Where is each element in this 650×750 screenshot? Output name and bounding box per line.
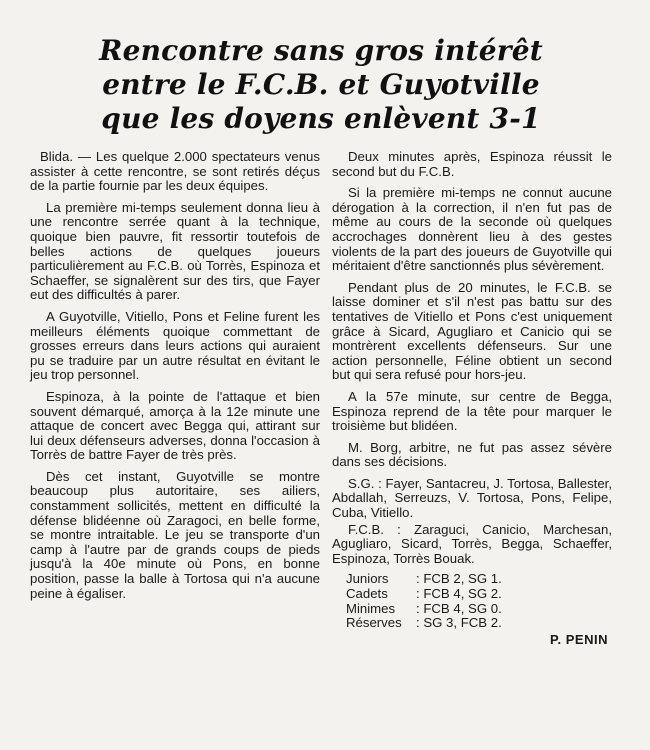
headline-line-3: que les doyens enlèvent 3-1 (101, 102, 541, 135)
result-score: : FCB 4, SG 0. (416, 600, 502, 616)
result-row (346, 572, 612, 587)
result-score: : FCB 4, SG 2. (416, 586, 502, 602)
headline-line-2: entre le F.C.B. et Guyotville (102, 68, 540, 101)
paragraph: M. Borg, arbitre, ne fut pas assez sévère dans ses décisions. (332, 439, 612, 470)
paragraph: Si la première mi-temps ne connut aucune dérogation à la correction, il n'en fut pas de même au cours de la seconde où quelques accrochages donnèrent lieu à des gestes violents de la part des joueurs de Guyotville qui méritaient d'être sanctionnés plus sévèrement. (332, 185, 612, 274)
result-score: : SG 3, FCB 2. (416, 615, 502, 631)
article-headline (30, 34, 612, 136)
paragraph: La première mi-temps seulement donna lieu à une rencontre serrée quant à la technique, quoique bien pauvre, fit ressortir toutefois de belles actions de quelques joueurs particulièrement au F.C.B. où Torrès, Espinoza et Schaeffer, se signalèrent sur des tirs, que Fayer eut des difficultés à parer. (30, 199, 320, 303)
results-list (332, 572, 612, 630)
article-columns (30, 150, 612, 647)
right-column (332, 150, 612, 647)
left-column (30, 150, 320, 647)
result-row (346, 616, 612, 631)
paragraph: A Guyotville, Vitiello, Pons et Feline furent les meilleurs éléments quoique commettant de grosses erreurs dans leurs actions qui auraient pu se traduire par un autre résultat en évitant le jeu trop personnel. (30, 308, 320, 383)
result-category: Minimes (346, 600, 396, 616)
result-score: : FCB 2, SG 1. (416, 571, 502, 587)
paragraph: Dès cet instant, Guyotville se montre beaucoup plus autoritaire, ses ailiers, constamment sollicités, mettent en difficulté la défense blidéenne où Zaragoci, en belle forme, se montre intraitable. Le jeu se transporte d'un camp à l'autre par de grands coups de pieds jusqu'à la 40e minute où Pons, en bonne position, passe la balle à Tortosa qui n'a aucune peine à égaliser. (30, 468, 320, 601)
result-category: Juniors (346, 571, 389, 587)
lineup-sg: S.G. : Fayer, Santacreu, J. Tortosa, Ballester, Abdallah, Serreuzs, V. Tortosa, Pons, Felipe, Cuba, Vitiello. (332, 475, 612, 521)
headline-line-1: Rencontre sans gros intérêt (99, 34, 543, 67)
result-row (346, 587, 612, 602)
paragraph: A la 57e minute, sur centre de Begga, Espinoza reprend de la tête pour marquer le troisième but blidéen. (332, 388, 612, 434)
paragraph: Pendant plus de 20 minutes, le F.C.B. se laisse dominer et s'il n'est pas battu sur des tentatives de Vitiello et Pons c'est uniquement grâce à Sicard, Agugliaro et Canicio qui se montrèrent excellents défenseurs. Sur une action personnelle, Féline obtient un second but qui sera refusé pour hors-jeu. (332, 279, 612, 383)
paragraph: Espinoza, à la pointe de l'attaque et bien souvent démarqué, amorça à la 12e minute une attaque de concert avec Begga qui, attirant sur lui deux défenseurs adverses, donna l'occasion à Torrès de battre Fayer de très près. (30, 388, 320, 463)
paragraph: Deux minutes après, Espinoza réussit le second but du F.C.B. (332, 149, 612, 179)
result-category: Réserves (346, 615, 402, 631)
author-signature: P. PENIN (550, 631, 608, 647)
paragraph: Blida. — Les quelque 2.000 spectateurs venus assister à cette rencontre, se sont retirés déçus de la partie fournie par les deux équipes. (30, 149, 320, 194)
result-row (346, 602, 612, 617)
lineup-fcb: F.C.B. : Zaraguci, Canicio, Marchesan, Agugliaro, Sicard, Torrès, Begga, Schaeffer, Espinoza, Torrès Bouak. (332, 521, 612, 566)
result-category: Cadets (346, 586, 388, 602)
